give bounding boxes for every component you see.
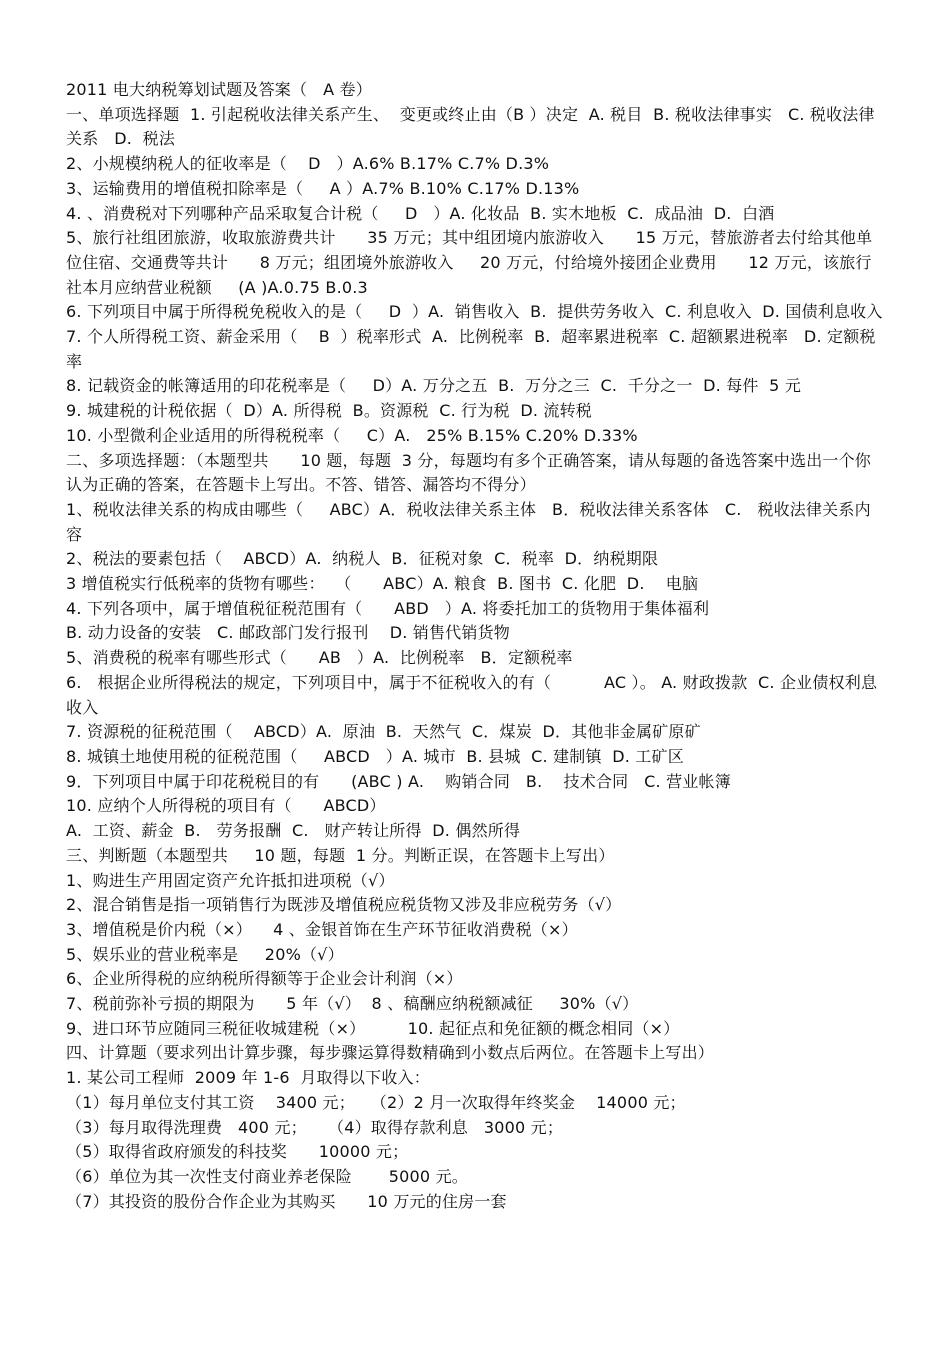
section-three-q6: 6、企业所得税的应纳税所得额等于企业会计利润（×）: [66, 969, 463, 989]
section-two-q3: 3 增值税实行低税率的货物有哪些： （ ABC）A. 粮食 B. 图书 C. 化肥 D. 电脑: [66, 574, 699, 594]
section-one-q7: 7. 个人所得税工资、薪金采用（ B ）税率形式 A. 比例税率 B. 超率累进税率 C. 超额累进税率 D. 定额税率: [66, 327, 876, 371]
section-three-q9-q10: 9、进口环节应随同三税征收城建税（×） 10. 起征点和免征额的概念相同（×）: [66, 1018, 680, 1038]
section-two-q10: 10. 应纳个人所得税的项目有（ ABCD）: [66, 796, 386, 816]
section-two-q10-options: A. 工资、薪金 B. 劳务报酬 C. 财产转让所得 D. 偶然所得: [66, 821, 521, 841]
section-three-q2: 2、混合销售是指一项销售行为既涉及增值税应税货物又涉及非应税劳务（√）: [66, 895, 622, 915]
section-three-q7-q8: 7、税前弥补亏损的期限为 5 年（√） 8 、稿酬应纳税额减征 30%（√）: [66, 994, 639, 1014]
document-title: 2011 电大纳税筹划试题及答案（ A 卷）: [66, 80, 372, 99]
section-four-q1-item1-2: （1）每月单位支付其工资 3400 元； （2）2 月一次取得年终奖金 14000 元；: [66, 1092, 686, 1112]
section-three-q1: 1、购进生产用固定资产允许抵扣进项税（√）: [66, 870, 395, 890]
section-one-q9: 9. 城建税的计税依据（ D）A. 所得税 B。资源税 C. 行为税 D. 流转税: [66, 401, 593, 421]
section-one-q3: 3、运输费用的增值税扣除率是（ A ）A.7% B.10% C.17% D.13%: [66, 178, 580, 198]
section-three-q5: 5、娱乐业的营业税率是 20%（√）: [66, 944, 344, 964]
document-body: [66, 78, 886, 1214]
section-one-q6: 6. 下列项目中属于所得税免税收入的是（ D ）A. 销售收入 B. 提供劳务收入 C. 利息收入 D. 国债利息收入: [66, 302, 883, 322]
section-one-q8: 8. 记载资金的帐簿适用的印花税率是（ D）A. 万分之五 B. 万分之三 C. 千分之一 D. 每件 5 元: [66, 376, 802, 396]
section-four-q1: 1. 某公司工程师 2009 年 1-6 月取得以下收入：: [66, 1068, 430, 1088]
section-one-q4: 4. 、消费税对下列哪种产品采取复合计税（ D ）A. 化妆品 B. 实木地板 C. 成品油 D. 白酒: [66, 203, 775, 223]
section-four-heading: 四、计算题（要求列出计算步骤，每步骤运算得数精确到小数点后两位。在答题卡上写出）: [66, 1043, 715, 1063]
section-four-q1-item7: （7）其投资的股份合作企业为其购买 10 万元的住房一套: [66, 1191, 507, 1211]
section-two-q9: 9．下列项目中属于印花税税目的有 (ABC ) A. 购销合同 B. 技术合同 C. 营业帐簿: [66, 771, 731, 791]
section-four-q1-item3-4: （3）每月取得洗理费 400 元； （4）取得存款利息 3000 元；: [66, 1117, 564, 1137]
section-two-q5: 5、消费税的税率有哪些形式（ AB ）A. 比例税率 B．定额税率: [66, 648, 573, 668]
section-three-q3-q4: 3、增值税是价内税（×） 4 、金银首饰在生产环节征收消费税（×）: [66, 919, 578, 939]
section-two-q6: 6. 根据企业所得税法的规定，下列项目中，属于不征税收入的有（ AC ）。 A. 财政拨款 C. 企业债权利息收入: [66, 672, 878, 717]
section-two-q4: 4. 下列各项中，属于增值税征税范围有（ ABD ）A. 将委托加工的货物用于集体福利: [66, 598, 710, 618]
section-two-q4-options: B. 动力设备的安装 C. 邮政部门发行报刊 D. 销售代销货物: [66, 623, 510, 643]
section-one-q1: 一、单项选择题 1. 引起税收法律关系产生、 变更或终止由（B ）决定 A. 税目 B. 税收法律事实 C. 税收法律关系 D. 税法: [66, 104, 875, 149]
section-two-q1: 1、税收法律关系的构成由哪些（ ABC）A．税收法律关系主体 B．税收法律关系客体 C. 税收法律关系内容: [66, 499, 871, 544]
section-two-heading: 二、多项选择题：（本题型共 10 题，每题 3 分，每题均有多个正确答案，请从每题的备选答案中选出一个你认为正确的答案，在答题卡上写出。不答、错答、漏答均不得分）: [66, 450, 871, 495]
section-two-q8: 8. 城镇土地使用税的征税范围（ ABCD ）A. 城市 B. 县城 C. 建制镇 D. 工矿区: [66, 746, 684, 766]
section-four-q1-item5: （5）取得省政府颁发的科技奖 10000 元；: [66, 1142, 409, 1162]
section-one-q5: 5、旅行社组团旅游，收取旅游费共计 35 万元；其中组团境内旅游收入 15 万元，替旅游者去付给其他单位住宿、交通费等共计 8 万元；组团境外旅游收入 20 万元，付给境外接团企业费用 12 万元，该旅行社本月应纳营业税额 (A )A.0.75 B.0.3: [66, 228, 873, 297]
section-three-heading: 三、判断题（本题型共 10 题，每题 1 分。判断正误，在答题卡上写出）: [66, 845, 615, 865]
section-four-q1-item6: （6）单位为其一次性支付商业养老保险 5000 元。: [66, 1166, 468, 1186]
section-two-q7: 7. 资源税的征税范围（ ABCD）A. 原油 B. 天然气 C．煤炭 D．其他非金属矿原矿: [66, 722, 701, 742]
section-one-q2: 2、小规模纳税人的征收率是（ D ）A.6% B.17% C.7% D.3%: [66, 154, 550, 174]
section-one-q10: 10. 小型微利企业适用的所得税税率（ C）A. 25% B.15% C.20% D.33%: [66, 425, 638, 445]
section-two-q2: 2、税法的要素包括（ ABCD）A. 纳税人 B．征税对象 C．税率 D．纳税期限: [66, 549, 659, 569]
